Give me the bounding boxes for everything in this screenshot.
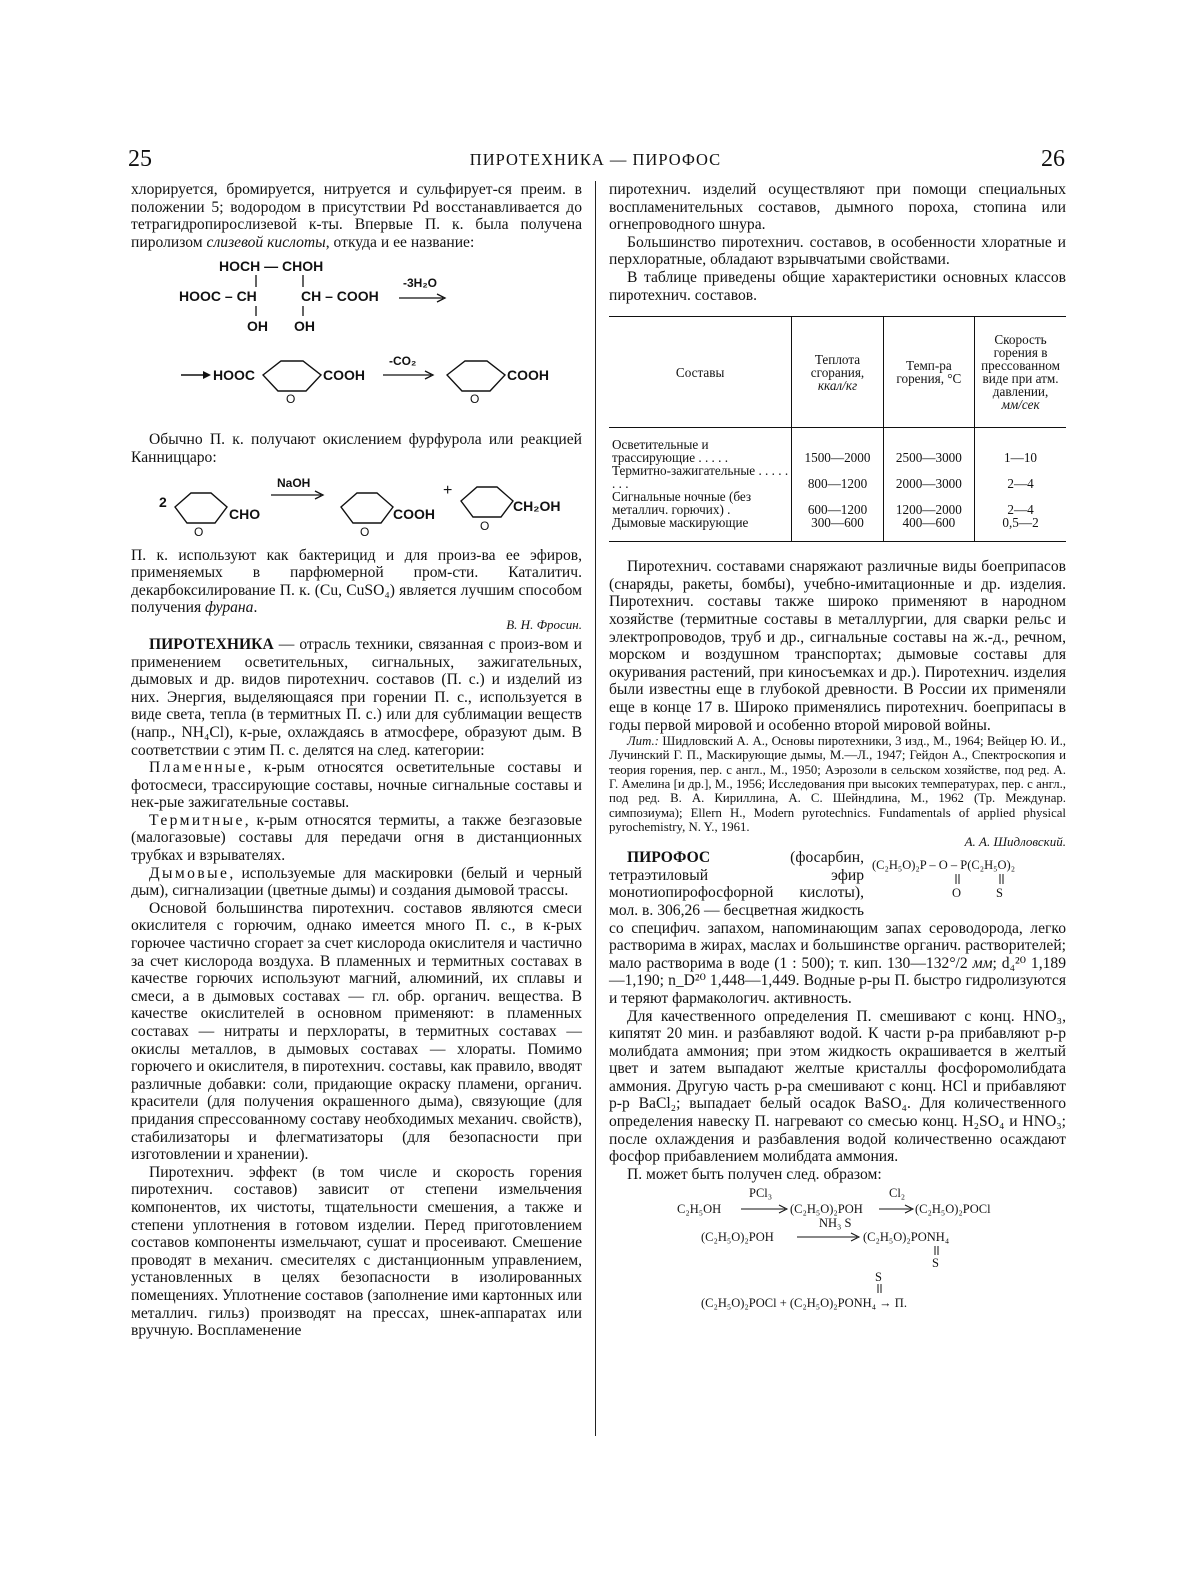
table-cell: Осветительные и трассирующие . . . . .: [612, 437, 729, 466]
table-cell: Дымовые маскирующие: [612, 515, 749, 531]
reagent: NH₃ S: [819, 1216, 852, 1231]
paragraph: [131, 547, 582, 617]
formula-text: CH₂OH: [513, 497, 561, 514]
link-term: фурана: [205, 599, 254, 617]
paragraph: П. может быть получен след. образом:: [627, 1165, 882, 1183]
table-cell: 2000—3000: [883, 464, 974, 490]
column-rule: [595, 181, 596, 1436]
header-unit: ккал/кг: [817, 377, 858, 393]
formula-text: HOOC – CH: [179, 288, 257, 305]
literature-label: Лит.:: [627, 734, 659, 749]
right-column: [609, 181, 1066, 1313]
reagent: PCl₃: [749, 1186, 773, 1201]
formula-text: (C₂H₅O)₂POH: [790, 1202, 863, 1217]
author-signature: А. А. Шидловский.: [964, 834, 1066, 850]
table-row: [609, 464, 1066, 490]
reagent: Cl₂: [889, 1186, 906, 1201]
formula-oxygen: O: [952, 886, 962, 901]
formula-sulfur: S: [875, 1270, 882, 1285]
author-signature: В. Н. Фросин.: [506, 616, 582, 632]
text: П. к. используют как бактерицид и для произ-ва ее эфиров, применяемых в парфюмерной пром-сти. Каталитич. декарбоксилирование П. к. (Cu, CuSO₄) является лучшим способом получения: [131, 546, 582, 617]
text: — отрасль техники, связанная с произ-вом и применением осветительных, сигнальных, зажигательных, дымовых и др. видов пиротехнич. составов (П. с.) и изделий из них. Энергия, выделяющаяся при горении П. с., используется в виде света, тепла (в термитных П. с.) или для сублимации веществ (напр., NH₄Cl), к-рые, охлаждаясь в атмосфере, образуют дым. В соответствии с этим П. с. делятся на след. категории:: [131, 635, 582, 759]
table-cell: 1—10: [975, 428, 1066, 465]
left-column: [131, 181, 582, 1340]
formula-text: CHO: [229, 505, 261, 522]
table-row: [609, 490, 1066, 516]
formula-text: HOOC: [213, 367, 255, 384]
article-title: ПИРОТЕХНИКА: [149, 635, 274, 653]
formula-text: COOH: [393, 505, 435, 522]
table-cell: 2—4: [975, 464, 1066, 490]
formula-text: OH: [247, 318, 268, 335]
formula-text: (C₂H₅O)₂POH: [701, 1230, 774, 1245]
term: Пламенные: [149, 759, 248, 777]
table-cell: Сигнальные ночные (без металлич. горючих) .: [612, 489, 752, 518]
formula-sulfur: S: [996, 886, 1003, 901]
text: , к-рым относятся осветительные составы и фотосмеси, трассирующие составы, ночные сигнальные составы и нек-рые зажигательные составы.: [131, 759, 582, 812]
formula-text: C₂H₅OH: [677, 1202, 722, 1217]
header-text: Скорость горения в прессованном виде при атм. давлении,: [981, 332, 1060, 400]
reaction-scheme-2: [131, 467, 582, 547]
header-text: Теплота сгорания,: [810, 351, 865, 380]
page-number-right: 26: [1041, 146, 1065, 172]
link-term: слизевой кислоты: [206, 233, 326, 251]
table-cell: 300—600: [792, 516, 883, 542]
formula-text: (C₂H₅O)₂P – O – P(C₂H₅O)₂: [872, 858, 1016, 873]
plus-sign: +: [443, 481, 453, 499]
synthesis-scheme: [609, 1183, 1066, 1313]
header-unit: мм/сек: [1001, 397, 1040, 413]
term: Дымовые: [149, 864, 230, 882]
coefficient: 2: [159, 493, 167, 510]
paragraph: [131, 865, 582, 900]
text: (фосарбин, тетраэтиловый эфир монотиопирофосфорной кислоты), мол. в. 306,26 — бесцветная жидкость со специфич. запахом, напоминающим запах сероводорода, легко растворима в жирах, маслах и большинстве органич. растворителей; мало растворима в воде (1 : 500); т. кип. 130—132°/2: [609, 849, 1066, 972]
table-cell: 600—1200: [792, 490, 883, 516]
table-cell: 400—600: [883, 516, 974, 542]
formula-text: CH – COOH: [301, 288, 379, 305]
column-header: [792, 317, 883, 428]
formula-text: COOH: [323, 367, 365, 384]
ring-oxygen: O: [286, 392, 296, 407]
text: ; d₄²⁰ 1,189—1,190; n_D²⁰ 1,448—1,449. Водные р-ры П. быстро гидролизуются и теряют фармакологич. активность.: [609, 954, 1066, 1007]
paragraph: Пиротехнич. составами снаряжают различные виды боеприпасов (снаряды, ракеты, бомбы), учебно-имитационные и др. изделия. Пиротехнич. составы также широко применяют в народном хозяйстве (термитные составы в металлургии, для сварки рельс и электропроводов, труб и др., сигнальные составы на ж.-д., речном, морском и воздушном транспортах; дымовые составы для окуривания растений, при киносъемках и др.). Пиротехнич. изделия были известны еще в глубокой древности. В России их применяли еще в конце 17 в. Широко применялись пиротехнич. боеприпасы в годы первой мировой и особенно второй мировой войны.: [609, 558, 1066, 734]
paragraph: Большинство пиротехнич. составов, в особенности хлоратные и перхлоратные, обладают взрывчатыми свойствами.: [609, 233, 1066, 269]
column-header: [975, 317, 1066, 428]
formula-text: -CO₂: [389, 354, 417, 369]
literature: [609, 734, 1066, 834]
paragraph: Основой большинства пиротехнич. составов являются смеси окислителя с горючим, однако имеется много П. с., в к-рых горючее частично сгорает за счет кислорода окислителя и частично за счет кислорода воздуха. В пламенных и термитных составах в качестве горючих используют магний, алюминий, их сплавы и смеси, а в дымовых составах — гл. обр. органич. вещества. В качестве окислителей в основном применяют: в пламенных составах — нитраты и перхлораты, в термитных составах — окислы металлов, в дымовых составах — хлораты. Помимо горючего и окислителя, в пиротехнич. составы, как правило, вводят различные добавки: соли, придающие окраску пламени, органич. красители (для получения окрашенного дыма), связующие (для придания спрессованному составу необходимых механич. свойств), стабилизаторы и флегматизаторы (для безопасности при изготовлении и хранении).: [131, 899, 582, 1164]
table-cell: 800—1200: [792, 464, 883, 490]
table-cell: 2500—3000: [883, 428, 974, 465]
formula-text: (C₂H₅O)₂POCl + (C₂H₅O)₂PONH₄ → П.: [701, 1296, 907, 1311]
table-row: [609, 516, 1066, 542]
ring-oxygen: O: [360, 524, 370, 539]
running-header: ПИРОТЕХНИКА — ПИРОФОС: [469, 150, 722, 169]
unit: мм: [972, 954, 993, 972]
table-row: [609, 428, 1066, 465]
table-header-row: [609, 317, 1066, 428]
article-title: ПИРОФОС: [627, 849, 711, 867]
text: хлорируется, бромируется, нитруется и сульфирует-ся преим. в положении 5; водородом в присутствии Pd восстанавливается до тетрагидропирослизевой к-ты. Впервые П. к. была получена пиролизом: [131, 181, 582, 251]
paragraph: [131, 181, 582, 251]
ring-oxygen: O: [470, 392, 480, 407]
table-cell: 1500—2000: [792, 428, 883, 465]
page-number-left: 25: [128, 146, 152, 172]
paragraph: Пиротехнич. эффект (в том числе и скорость горения пиротехнич. составов) зависит от степени измельчения компонентов, их чистоты, тщательности смешения, а также и степени уплотнения в готовом изделии. Перед приготовлением составов компоненты измельчают, сушат и просеивают. Смешение проводят в механич. смесителях с дистанционным управлением, установленных в целях безопасности в изолированных помещениях. Уплотнение составов (заполнение ими картонных или металлич. гильз) производят на прессах, шнек-аппаратах или вручную. Воспламенение: [131, 1163, 582, 1340]
paragraph: [131, 812, 582, 865]
column-header: Составы: [609, 317, 792, 428]
table-cell: 0,5—2: [975, 516, 1066, 542]
reaction-scheme-1: [131, 251, 582, 431]
ring-oxygen: O: [194, 524, 204, 539]
pirofos-formula: [870, 851, 1066, 909]
formula-sulfur: S: [932, 1256, 939, 1271]
paragraph: [131, 759, 582, 812]
paragraph: Для качественного определения П. смешивают с конц. HNO₃, кипятят 20 мин. и разбавляют водой. К части р-ра прибавляют р-р молибдата аммония; при этом жидкость окрашивается в желтый цвет и затем выпадают желтые кристаллы фосфоромолибдата аммония. Другую часть р-ра смешивают с конц. HCl и прибавляют р-р BaCl₂; выпадает белый осадок BaSO₄. Для количественного определения навеску П. нагревают со смесью конц. H₂SO₄ и HNO₃; после охлаждения и разбавления водой количественно осаждают фосфор прибавлением молибдата аммония.: [609, 1007, 1066, 1166]
paragraph: пиротехнич. изделий осуществляют при помощи специальных воспламенительных составов, дымного пороха, стопина или огнепроводного шнура.: [609, 181, 1066, 234]
text: , к-рым относятся термиты, а также безгазовые (малогазовые) составы для передачи огня в дистанционных трубках и взрывателях.: [131, 811, 582, 865]
table-cell: 2—4: [975, 490, 1066, 516]
term: Термитные: [149, 811, 245, 829]
table-cell: 1200—2000: [883, 490, 974, 516]
compositions-table: [609, 316, 1066, 542]
text: , используемые для маскировки (белый и черный дым), сигнализации (цветные дымы) и создания дымовой трассы.: [131, 864, 582, 900]
literature-text: Шидловский А. А., Основы пиротехники, 3 изд., М., 1964; Вейцер Ю. И., Лучинский Г. П., Маскирующие дымы, М.—Л., 1947; Гейдон А., Спектроскопия и теория горения, пер. с англ., М., 1950; Аэрозоли в сельском хозяйстве, под ред. А. Г. Амелина [и др.], М., 1956; Исследования при высоких температурах, пер. с англ., под ред. В. А. Кириллина, А. С. Шейндлина, М., 1962 (Тр. Междунар. симпозиума); Ellern H., Modern pyrotechnics. Fundamentals of applied physical pyrochemistry, N. Y., 1961.: [609, 734, 1066, 834]
formula-text: COOH: [507, 367, 549, 384]
text: , откуда и ее название:: [325, 233, 475, 251]
column-header: Темп-ра горения, °C: [883, 317, 974, 428]
article-intro: [131, 636, 582, 759]
paragraph: В таблице приведены общие характеристики основных классов пиротехнич. составов.: [609, 268, 1066, 304]
paragraph: Обычно П. к. получают окислением фурфурола или реакцией Канниццаро:: [131, 431, 582, 466]
formula-text: HOCH — CHOH: [219, 258, 324, 275]
formula-text: OH: [294, 318, 315, 335]
formula-text: (C₂H₅O)₂PONH₄: [863, 1230, 950, 1245]
reagent: NaOH: [277, 475, 311, 490]
formula-text: -3H₂O: [403, 276, 438, 291]
text: .: [253, 599, 258, 617]
table-cell: Термитно-зажигательные . . . . . . . .: [612, 463, 789, 492]
ring-oxygen: O: [480, 518, 490, 533]
formula-text: (C₂H₅O)₂POCl: [915, 1202, 991, 1217]
